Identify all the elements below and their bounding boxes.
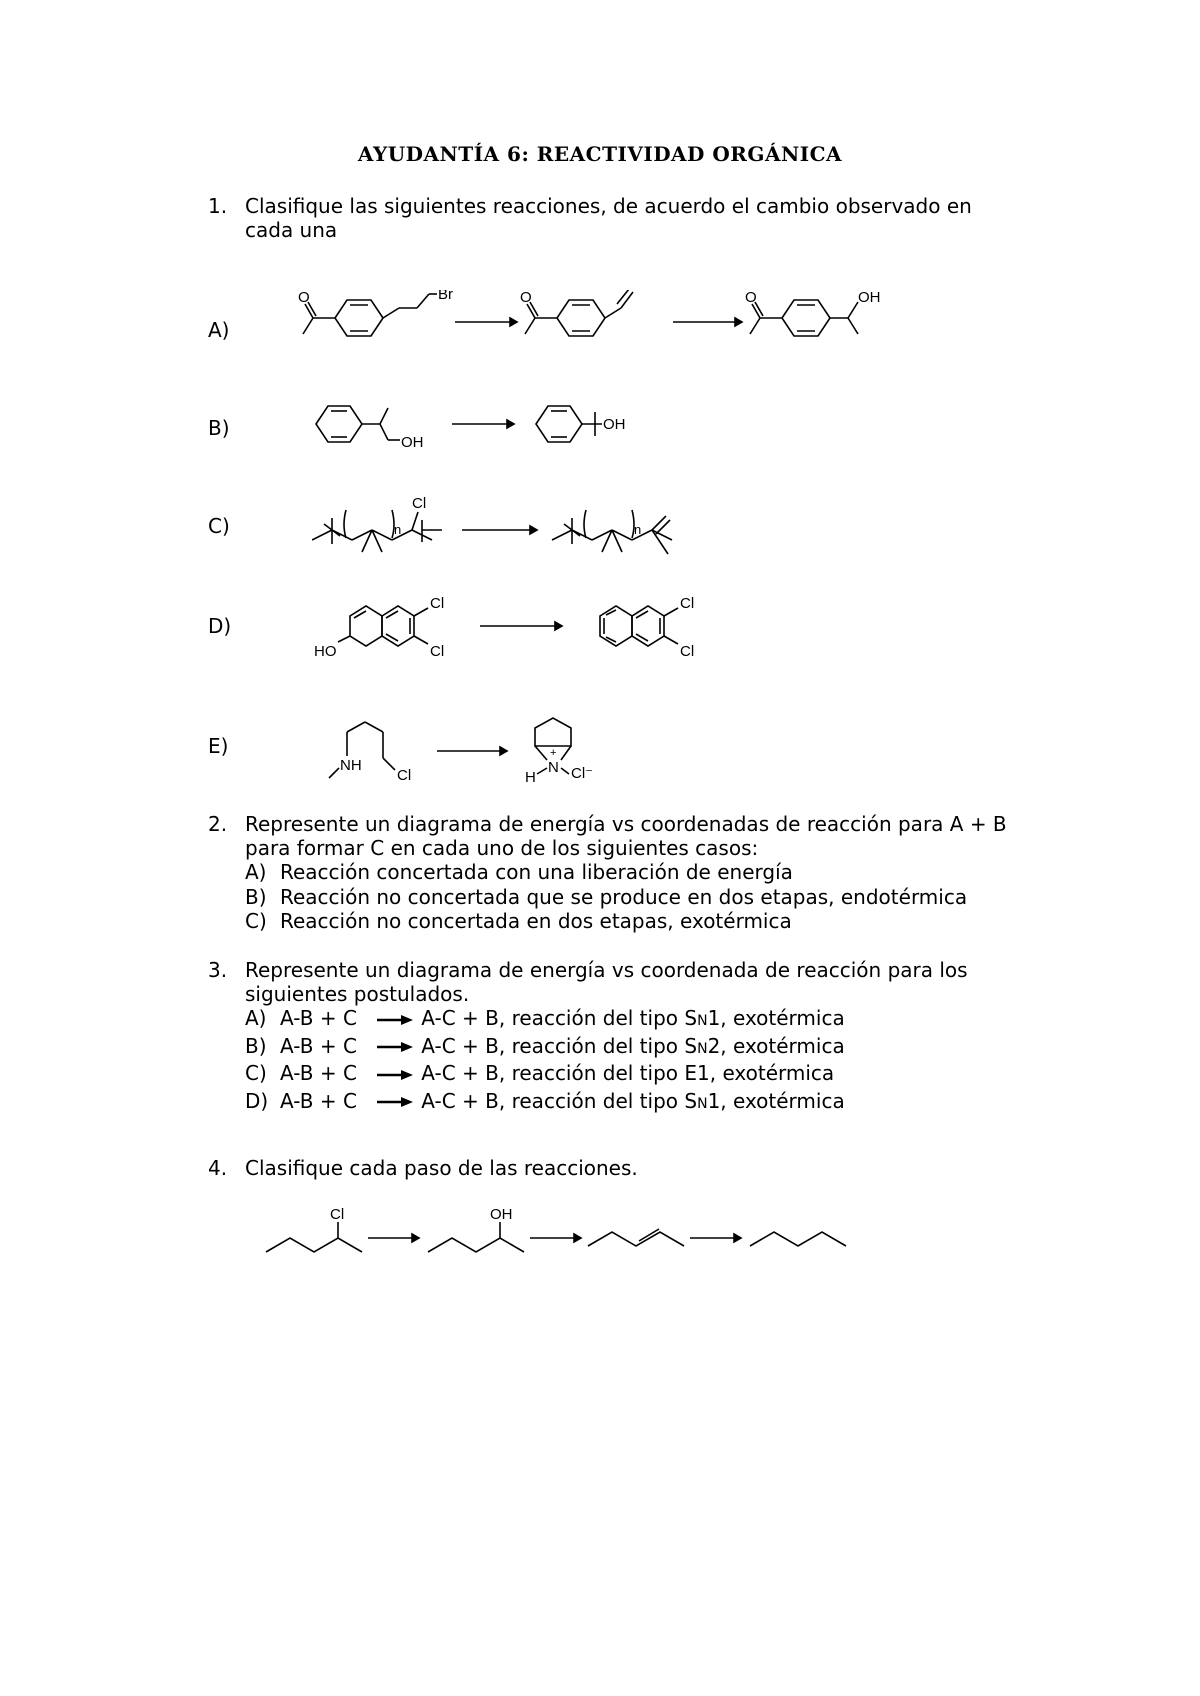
question-2-item-b: B) Reacción no concertada que se produce en dos etapas, endotérmica [245, 884, 968, 909]
svg-text:O: O [298, 290, 310, 306]
page-title: AYUDANTÍA 6: REACTIVIDAD ORGÁNICA [357, 142, 843, 166]
reaction-d-label: D) [208, 614, 232, 638]
question-2-item-a: A) Reacción concertada con una liberación de energía [245, 860, 793, 884]
question-4-number: 4. [208, 1156, 228, 1180]
reaction-arrow-icon [377, 1041, 413, 1053]
question-1-number: 1. [208, 194, 228, 218]
atom-cl-d2: Cl [430, 643, 445, 660]
repeat-n-1: n [394, 522, 402, 537]
atom-cl-d4: Cl [680, 643, 695, 660]
svg-text:O: O [520, 290, 532, 306]
reaction-b-label: B) [208, 416, 230, 440]
svg-text:O: O [745, 290, 757, 306]
atom-h: H [525, 769, 536, 786]
question-2-item-c: C) Reacción no concertada en dos etapas, exotérmica [245, 909, 792, 933]
reaction-arrow-icon [377, 1014, 413, 1026]
atom-cl-e: Cl [397, 767, 412, 784]
question-3-item-d: D) A-B + C A-C + B, reacción del tipo SN1, exotérmica [245, 1088, 845, 1113]
atom-cl-d3: Cl [680, 595, 695, 612]
question-1-text-line1: Clasifique las siguientes reacciones, de acuerdo el cambio observado en [245, 194, 972, 218]
atom-oh-q4: OH [490, 1206, 513, 1223]
charge-plus: + [550, 747, 557, 759]
atom-cl: Cl [412, 495, 427, 512]
molecule-hydroxyethyl-acetophenone [750, 300, 858, 336]
question-2-text-line1: Represente un diagrama de energía vs coordenadas de reacción para A + B [245, 812, 1007, 836]
question-3-item-b: B) A-B + C A-C + B, reacción del tipo SN2, exotérmica [245, 1033, 845, 1058]
question-3-number: 3. [208, 958, 228, 982]
atom-n-ring: N [548, 759, 559, 776]
reaction-a-label: A) [208, 318, 230, 342]
reaction-b-scheme [312, 398, 672, 462]
atom-oh: OH [858, 290, 881, 306]
reaction-arrow-icon [377, 1096, 413, 1108]
atom-oh-1: OH [401, 434, 424, 451]
reaction-d-scheme [310, 594, 730, 674]
reaction-4-scheme [262, 1202, 862, 1272]
atom-nh: NH [340, 757, 362, 774]
question-3-text-line1: Represente un diagrama de energía vs coordenada de reacción para los [245, 958, 968, 982]
reaction-c-scheme [312, 490, 712, 560]
reaction-e-scheme [325, 716, 625, 796]
question-3-text-line2: siguientes postulados. [245, 982, 470, 1006]
molecule-bromoethyl-acetophenone [303, 294, 437, 336]
question-2-number: 2. [208, 812, 228, 836]
chloride-ion: Cl⁻ [571, 765, 594, 782]
reaction-c-label: C) [208, 514, 230, 538]
atom-oh-2: OH [603, 416, 626, 433]
question-2-text-line2: para formar C en cada uno de los siguientes casos: [245, 836, 759, 860]
atom-cl-d1: Cl [430, 595, 445, 612]
reaction-e-label: E) [208, 734, 229, 758]
reaction-arrow-icon [377, 1069, 413, 1081]
question-4-text: Clasifique cada paso de las reacciones. [245, 1156, 638, 1180]
atom-ho: HO [314, 643, 337, 660]
atom-cl-q4: Cl [330, 1206, 345, 1223]
question-3-item-c: C) A-B + C A-C + B, reacción del tipo E1, exotérmica [245, 1061, 835, 1085]
atom-br: Br [438, 290, 453, 303]
question-3-item-a: A) A-B + C A-C + B, reacción del tipo SN1, exotérmica [245, 1006, 845, 1030]
question-1-text-line2: cada una [245, 218, 338, 242]
molecule-vinyl-acetophenone [525, 290, 633, 336]
reaction-a-scheme [295, 290, 905, 370]
repeat-n-2: n [634, 522, 642, 537]
